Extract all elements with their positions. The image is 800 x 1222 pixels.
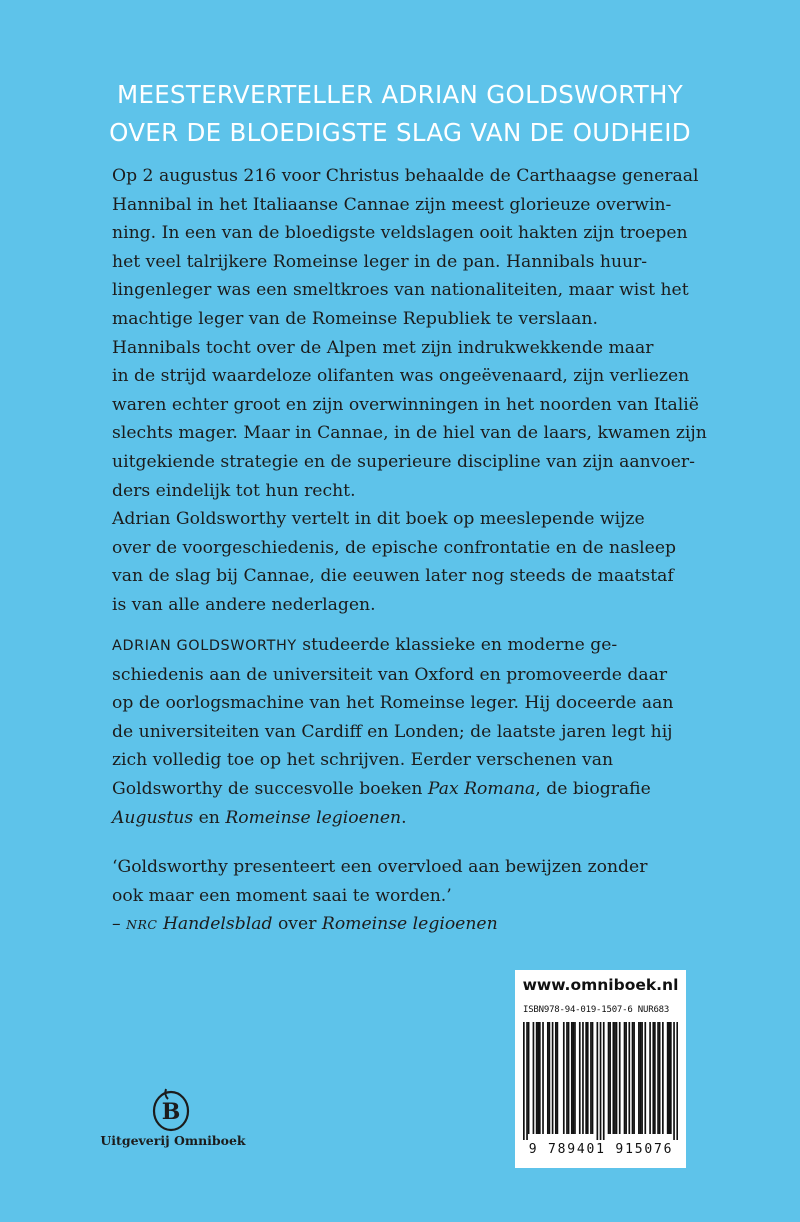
synopsis-line: slechts mager. Maar in Cannae, in de hiel van de laars, kwamen zijn <box>112 423 707 444</box>
barcode-bar <box>574 1022 576 1134</box>
bio-line <box>112 804 712 833</box>
quoted-book-title: Romeinse legioenen <box>321 914 498 935</box>
barcode-bar <box>528 1022 530 1134</box>
barcode-bar <box>641 1022 643 1134</box>
barcode-bar <box>619 1022 621 1134</box>
barcode-bar <box>549 1022 551 1134</box>
bio-line <box>112 631 712 661</box>
barcode-bar <box>659 1022 661 1134</box>
review-quote <box>112 853 712 940</box>
synopsis-line: Hannibals tocht over de Alpen met zijn indrukwekkende maar <box>112 337 654 358</box>
bio-line: zich volledig toe op het schrijven. Eerder verschenen van <box>112 750 614 771</box>
barcode-bar <box>552 1022 554 1134</box>
barcode-bar <box>542 1022 544 1134</box>
barcode-bar <box>579 1022 581 1134</box>
synopsis <box>112 162 712 620</box>
quote-line: ‘Goldsworthy presenteert een overvloed aan bewijzen zonder <box>112 857 648 877</box>
bio-text: , de biografie <box>535 778 651 799</box>
barcode-bar <box>673 1022 675 1140</box>
synopsis-line: ning. In een van de bloedigste veldslagen ooit hakten zijn troepen <box>112 223 688 244</box>
barcode-bar <box>568 1022 570 1134</box>
barcode-bar <box>555 1022 557 1134</box>
barcode-bar <box>603 1022 605 1140</box>
bio-text: studeerde klassieke en moderne ge- <box>296 635 618 655</box>
bio-line: de universiteiten van Cardiff en Londen; de laatste jaren legt hij <box>112 721 673 742</box>
barcode-bar <box>649 1022 651 1134</box>
synopsis-line: is van alle andere nederlagen. <box>112 594 376 615</box>
bio-line: schiedenis aan de universiteit van Oxford en promoveerde daar <box>112 664 668 685</box>
barcode-bar <box>590 1022 592 1134</box>
barcode-digits: 9 789401 915076 <box>528 1142 674 1157</box>
book-title: Augustus <box>112 807 194 828</box>
source-name: Handelsblad <box>157 914 273 935</box>
bio-text: en <box>193 807 226 828</box>
synopsis-line: in de strijd waardeloze olifanten was ongeëvenaard, zijn verliezen <box>112 366 690 387</box>
attribution-over: over <box>272 914 322 935</box>
barcode-bar <box>640 1022 642 1134</box>
headline-line-1: MEESTERVERTELLER ADRIAN GOLDSWORTHY <box>117 80 683 109</box>
barcode-bar <box>633 1022 635 1134</box>
barcode-bar <box>676 1022 678 1140</box>
publisher-logo <box>146 1085 196 1139</box>
barcode-bar <box>600 1022 602 1140</box>
synopsis-line: ders eindelijk tot hun recht. <box>112 480 356 501</box>
headline-line-2: OVER DE BLOEDIGSTE SLAG VAN DE OUDHEID <box>109 118 691 147</box>
barcode-box <box>515 970 686 1168</box>
synopsis-line: over de voorgeschiedenis, de epische confrontatie en de nasleep <box>112 537 677 558</box>
bio-text: . <box>401 807 407 828</box>
logo-letter: B <box>161 1099 181 1125</box>
isbn-text: ISBN978-94-019-1507-6 NUR683 <box>523 1005 670 1015</box>
book-title: Romeinse legioenen <box>225 807 402 828</box>
barcode-bar <box>582 1022 584 1134</box>
barcode-bar <box>614 1022 616 1134</box>
quote-line: ook maar een moment saai te worden.’ <box>112 885 452 906</box>
synopsis-line: van de slag bij Cannae, die eeuwen later nog steeds de maatstaf <box>112 566 674 587</box>
synopsis-line: waren echter groot en zijn overwinningen in het noorden van Italië <box>112 394 699 415</box>
barcode-bar <box>537 1022 539 1134</box>
synopsis-line: lingenleger was een smeltkroes van nationaliteiten, maar wist het <box>112 280 689 301</box>
barcode-bar <box>612 1022 614 1134</box>
bio-line <box>112 775 712 804</box>
website-url: www.omniboek.nl <box>522 976 679 994</box>
author-bio <box>112 631 712 832</box>
barcode-bar <box>571 1022 573 1134</box>
barcode-bar <box>668 1022 670 1134</box>
barcode-bar <box>557 1022 559 1134</box>
attribution-dash: – <box>112 914 127 935</box>
synopsis-line: Hannibal in het Italiaanse Cannae zijn meest glorieuze overwin- <box>112 194 672 215</box>
barcode-bar <box>628 1022 630 1134</box>
barcode-bar <box>657 1022 659 1134</box>
barcode-bar <box>536 1022 538 1134</box>
barcode-bar <box>652 1022 654 1134</box>
barcode-bar <box>523 1022 525 1140</box>
barcode-bar <box>625 1022 627 1134</box>
publisher-name: Uitgeverij Omniboek <box>100 1133 246 1148</box>
barcode-bar <box>573 1022 575 1134</box>
barcode-bar <box>624 1022 626 1134</box>
book-title: Pax Romana <box>427 778 536 799</box>
bio-text: Goldsworthy de succesvolle boeken <box>112 778 428 799</box>
barcode-bar <box>597 1022 599 1140</box>
barcode-bar <box>547 1022 549 1134</box>
quote-attribution <box>112 910 712 940</box>
synopsis-line: machtige leger van de Romeinse Republiek te verslaan. <box>112 308 598 329</box>
barcode-bar <box>566 1022 568 1134</box>
barcode-bar <box>667 1022 669 1134</box>
barcode-bar <box>632 1022 634 1134</box>
barcode-bar <box>608 1022 610 1134</box>
barcode-bar <box>592 1022 594 1134</box>
barcode-bar <box>616 1022 618 1134</box>
synopsis-line: Op 2 augustus 216 voor Christus behaalde de Carthaagse generaal <box>112 166 699 186</box>
author-name: ADRIAN GOLDSWORTHY <box>112 638 297 654</box>
barcode-bar <box>662 1022 664 1134</box>
barcode-bar <box>563 1022 565 1134</box>
barcode-bar <box>533 1022 535 1134</box>
barcode-bar <box>654 1022 656 1134</box>
barcode-bar <box>526 1022 528 1140</box>
source-caps: NRC <box>126 917 158 933</box>
barcode-bar <box>644 1022 646 1134</box>
synopsis-line: uitgekiende strategie en de superieure discipline van zijn aanvoer- <box>112 451 695 472</box>
barcode-bar <box>670 1022 672 1134</box>
barcode <box>523 1022 678 1140</box>
barcode-bar <box>585 1022 587 1134</box>
barcode-bar <box>539 1022 541 1134</box>
headline <box>0 76 800 152</box>
synopsis-line: het veel talrijkere Romeinse leger in de pan. Hannibals huur- <box>112 251 648 272</box>
barcode-bar <box>587 1022 589 1134</box>
synopsis-line: Adrian Goldsworthy vertelt in dit boek op meeslepende wijze <box>112 509 645 530</box>
barcode-bar <box>609 1022 611 1134</box>
bio-line: op de oorlogsmachine van het Romeinse leger. Hij doceerde aan <box>112 693 674 714</box>
barcode-bar <box>638 1022 640 1134</box>
